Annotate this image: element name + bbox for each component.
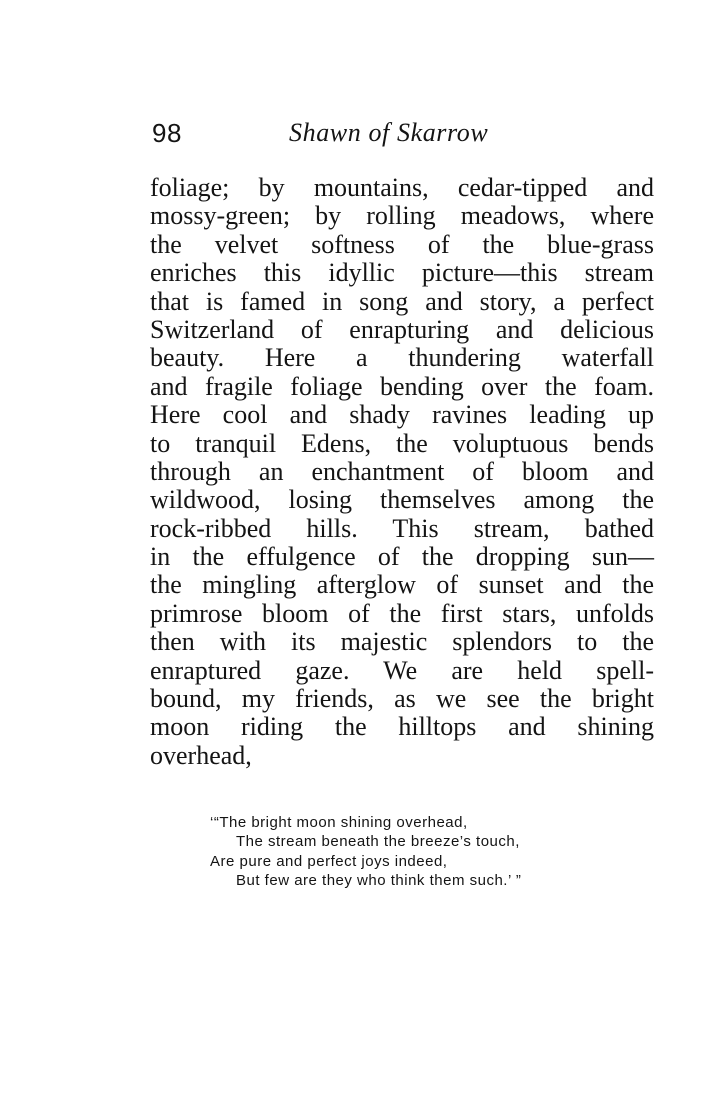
verse-line: ‘“The bright moon shining overhead,: [210, 814, 468, 831]
text-line: rock-ribbed hills. This stream, bathed: [150, 513, 654, 543]
text-line: that is famed in song and story, a perfect: [150, 286, 654, 316]
text-line: enriches this idyllic picture—this stream: [150, 258, 654, 288]
body-paragraph: [150, 174, 654, 770]
text-line: in the effulgence of the dropping sun—: [150, 542, 654, 572]
page-header: [152, 116, 652, 150]
text-line: beauty. Here a thundering waterfall: [150, 343, 654, 373]
text-line: then with its majestic splendors to the: [150, 627, 654, 657]
text-line: enraptured gaze. We are held spell-: [150, 655, 654, 685]
text-line: bound, my friends, as we see the bright: [150, 684, 654, 714]
text-line: foliage; by mountains, cedar-tipped and: [150, 173, 654, 202]
text-line: primrose bloom of the first stars, unfolds: [150, 598, 654, 628]
text-line: Switzerland of enrapturing and delicious: [150, 314, 654, 344]
verse-line: The stream beneath the breeze’s touch,: [236, 833, 520, 851]
verse-line: But few are they who think them such.’ ”: [236, 871, 522, 889]
text-line: overhead,: [150, 740, 252, 770]
text-line: through an enchantment of bloom and: [150, 456, 654, 486]
text-line: and fragile foliage bending over the foam.: [150, 371, 654, 401]
poem-quote: [210, 813, 630, 890]
running-title: Shawn of Skarrow: [289, 118, 489, 147]
text-line: the velvet softness of the blue-grass: [150, 229, 654, 259]
text-line: the mingling afterglow of sunset and the: [150, 570, 654, 600]
text-line: mossy-green; by rolling meadows, where: [150, 201, 654, 231]
text-line: moon riding the hilltops and shining: [150, 712, 654, 742]
page-number: 98: [152, 118, 182, 148]
text-line: to tranquil Edens, the voluptuous bends: [150, 428, 654, 458]
text-line: wildwood, losing themselves among the: [150, 485, 654, 515]
verse-line: Are pure and perfect joys indeed,: [210, 852, 448, 870]
text-line: Here cool and shady ravines leading up: [150, 400, 654, 430]
